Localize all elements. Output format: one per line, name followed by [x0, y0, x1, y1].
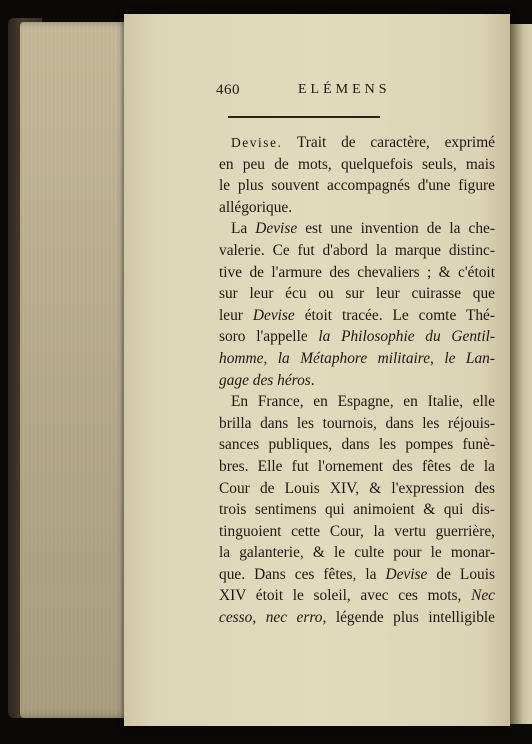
text-run: de Louis — [427, 565, 495, 583]
text-line — [219, 607, 495, 629]
text-line — [219, 391, 495, 413]
text-run: tive de l'armure des chevaliers ; & c'étoit — [219, 263, 495, 281]
text-line — [219, 262, 495, 284]
text-run: brilla dans les tournois, dans les réjouis- — [219, 414, 495, 432]
page-number: 460 — [216, 82, 240, 98]
text-run: XIV étoit le soleil, avec ces mots, — [219, 587, 472, 605]
text-line — [219, 542, 495, 564]
text-line — [219, 132, 495, 154]
text-line — [219, 218, 495, 240]
text-run: soro l'appelle — [219, 328, 319, 346]
italic-text: le Lan- — [444, 349, 495, 367]
text-line — [219, 240, 495, 262]
text-run: en peu de mots, quelquefois seuls, mais — [219, 155, 495, 173]
italic-text: la Philosophie du Gentil- — [318, 328, 496, 346]
text-run: est une invention de la che- — [297, 220, 495, 238]
running-title: ELÉMENS — [298, 82, 391, 97]
text-run: leur — [219, 306, 253, 324]
header-rule — [228, 116, 380, 118]
text-run: . — [310, 371, 315, 389]
italic-text: homme — [219, 349, 264, 367]
text-run: , — [263, 349, 278, 367]
text-run: la galanterie, & le culte pour le monar- — [219, 544, 495, 562]
text-line — [219, 370, 495, 392]
text-line — [219, 305, 495, 327]
headword: Devise. — [231, 135, 283, 150]
text-run: tinguoient cette Cour, la vertu guerrière, — [219, 522, 495, 540]
text-run: , — [252, 609, 266, 627]
body-text — [219, 132, 495, 629]
page-header — [216, 82, 416, 104]
text-run: , — [430, 349, 445, 367]
text-run: sur leur écu ou sur leur cuirasse que — [219, 285, 495, 303]
text-line — [219, 413, 495, 435]
italic-text: gage des héros — [219, 371, 311, 389]
text-run: Trait de caractère, exprimé — [282, 134, 495, 151]
text-line — [219, 326, 495, 348]
text-line — [219, 564, 495, 586]
text-line — [219, 585, 495, 607]
text-run: sances publiques, dans les pompes funè- — [219, 436, 495, 454]
text-run: En France, en Espagne, en Italie, elle — [231, 393, 495, 411]
next-page-edge — [510, 24, 532, 724]
italic-text: cesso — [219, 609, 253, 627]
text-line — [219, 197, 495, 219]
page-edges — [20, 22, 132, 718]
text-run: trois sentimens qui animoient & qui dis- — [219, 501, 495, 519]
text-line — [219, 456, 495, 478]
italic-text: Devise — [252, 306, 295, 324]
text-run: que. Dans ces fêtes, la — [219, 565, 386, 583]
text-run: valerie. Ce fut d'abord la marque distinc- — [219, 241, 495, 259]
italic-text: nec erro — [265, 609, 323, 627]
text-run: allégorique. — [219, 198, 293, 216]
text-run: le plus souvent accompagnés d'une figure — [219, 177, 495, 195]
text-line — [219, 521, 495, 543]
text-line — [219, 154, 495, 176]
italic-text: la Métaphore militaire — [277, 349, 431, 367]
text-run: étoit tracée. Le comte Thé- — [294, 306, 495, 324]
text-line — [219, 175, 495, 197]
text-line — [219, 348, 495, 370]
italic-text: Nec — [471, 587, 495, 605]
italic-text: Devise — [385, 565, 428, 583]
text-line — [219, 434, 495, 456]
text-run: bres. Elle fut l'ornement des fêtes de la — [219, 457, 495, 475]
text-line — [219, 478, 495, 500]
italic-text: Devise — [255, 220, 298, 238]
text-line — [219, 499, 495, 521]
text-run: , légende plus intelligible — [322, 609, 495, 627]
text-run: Cour de Louis XIV, & l'expression des — [219, 479, 495, 497]
text-line — [219, 283, 495, 305]
text-run: La — [231, 220, 256, 238]
